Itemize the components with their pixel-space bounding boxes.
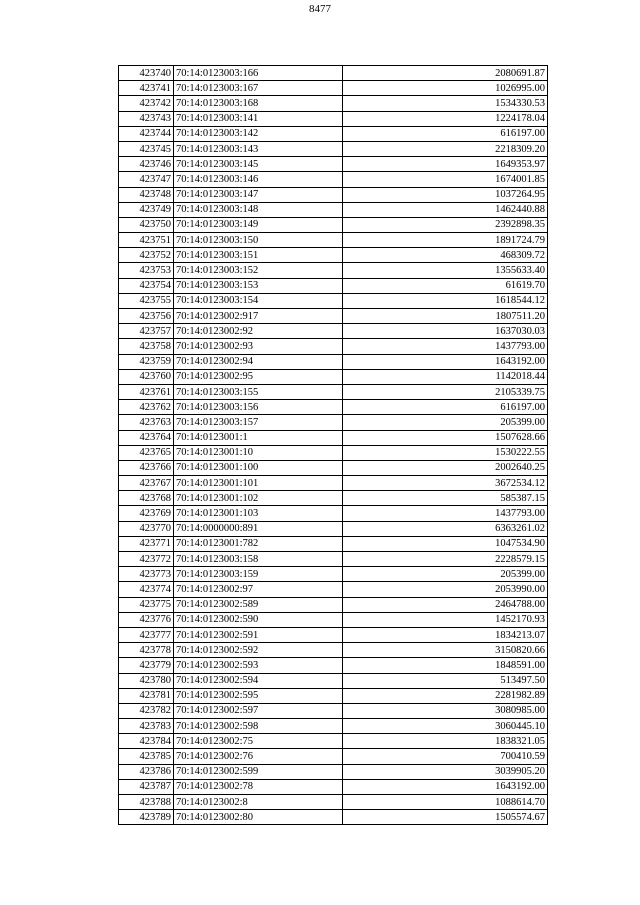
cadastral-value-cell: 1088614.70 <box>343 795 548 810</box>
table-row <box>119 582 548 597</box>
cadastral-number-cell: 70:14:0123003:157 <box>174 415 343 430</box>
cadastral-number-cell: 70:14:0123002:8 <box>174 795 343 810</box>
cadastral-value-cell: 2080691.87 <box>343 66 548 81</box>
table-row <box>119 309 548 324</box>
row-number-cell: 423741 <box>119 81 174 96</box>
cadastral-number-cell: 70:14:0123003:155 <box>174 384 343 399</box>
row-number-cell: 423786 <box>119 764 174 779</box>
table-row <box>119 643 548 658</box>
row-number-cell: 423788 <box>119 795 174 810</box>
cadastral-value-cell: 1355633.40 <box>343 263 548 278</box>
cadastral-number-cell: 70:14:0123003:141 <box>174 111 343 126</box>
row-number-cell: 423777 <box>119 627 174 642</box>
row-number-cell: 423751 <box>119 233 174 248</box>
cadastral-value-cell: 2105339.75 <box>343 384 548 399</box>
table-row <box>119 111 548 126</box>
cadastral-number-cell: 70:14:0123001:101 <box>174 476 343 491</box>
table-row <box>119 734 548 749</box>
row-number-cell: 423780 <box>119 673 174 688</box>
row-number-cell: 423772 <box>119 552 174 567</box>
cadastral-number-cell: 70:14:0123001:103 <box>174 506 343 521</box>
table-row <box>119 66 548 81</box>
table-row <box>119 248 548 263</box>
table-row <box>119 400 548 415</box>
cadastral-value-cell: 1643192.00 <box>343 354 548 369</box>
table-row <box>119 703 548 718</box>
cadastral-value-cell: 2281982.89 <box>343 688 548 703</box>
cadastral-value-cell: 205399.00 <box>343 567 548 582</box>
row-number-cell: 423789 <box>119 810 174 825</box>
cadastral-number-cell: 70:14:0123003:142 <box>174 126 343 141</box>
cadastral-number-cell: 70:14:0123002:597 <box>174 703 343 718</box>
table-row <box>119 597 548 612</box>
table-row <box>119 202 548 217</box>
cadastral-value-cell: 1437793.00 <box>343 339 548 354</box>
cadastral-value-cell: 1637030.03 <box>343 324 548 339</box>
cadastral-value-cell: 1848591.00 <box>343 658 548 673</box>
cadastral-value-cell: 1047534.90 <box>343 536 548 551</box>
table-row <box>119 384 548 399</box>
cadastral-number-cell: 70:14:0123003:158 <box>174 552 343 567</box>
row-number-cell: 423742 <box>119 96 174 111</box>
cadastral-number-cell: 70:14:0123002:591 <box>174 627 343 642</box>
cadastral-number-cell: 70:14:0123002:590 <box>174 612 343 627</box>
table-row <box>119 658 548 673</box>
cadastral-value-cell: 1507628.66 <box>343 430 548 445</box>
cadastral-number-cell: 70:14:0123002:589 <box>174 597 343 612</box>
cadastral-number-cell: 70:14:0123002:593 <box>174 658 343 673</box>
cadastral-number-cell: 70:14:0123003:149 <box>174 217 343 232</box>
cadastral-number-cell: 70:14:0123003:166 <box>174 66 343 81</box>
table-row <box>119 536 548 551</box>
cadastral-number-cell: 70:14:0123003:152 <box>174 263 343 278</box>
row-number-cell: 423744 <box>119 126 174 141</box>
cadastral-number-cell: 70:14:0123002:594 <box>174 673 343 688</box>
table-row <box>119 430 548 445</box>
cadastral-number-cell: 70:14:0123002:94 <box>174 354 343 369</box>
cadastral-number-cell: 70:14:0123001:100 <box>174 460 343 475</box>
cadastral-value-cell: 1891724.79 <box>343 233 548 248</box>
row-number-cell: 423753 <box>119 263 174 278</box>
cadastral-value-cell: 3039905.20 <box>343 764 548 779</box>
table-row <box>119 779 548 794</box>
row-number-cell: 423776 <box>119 612 174 627</box>
table-row <box>119 764 548 779</box>
row-number-cell: 423752 <box>119 248 174 263</box>
cadastral-value-cell: 1437793.00 <box>343 506 548 521</box>
cadastral-value-cell: 205399.00 <box>343 415 548 430</box>
cadastral-value-cell: 6363261.02 <box>343 521 548 536</box>
table-row <box>119 324 548 339</box>
cadastral-number-cell: 70:14:0123001:782 <box>174 536 343 551</box>
table-row <box>119 719 548 734</box>
row-number-cell: 423757 <box>119 324 174 339</box>
table-row <box>119 141 548 156</box>
cadastral-number-cell: 70:14:0123002:78 <box>174 779 343 794</box>
cadastral-number-cell: 70:14:0123003:151 <box>174 248 343 263</box>
row-number-cell: 423787 <box>119 779 174 794</box>
cadastral-value-cell: 1530222.55 <box>343 445 548 460</box>
row-number-cell: 423758 <box>119 339 174 354</box>
cadastral-number-cell: 70:14:0123003:167 <box>174 81 343 96</box>
cadastral-number-cell: 70:14:0123003:145 <box>174 157 343 172</box>
table-row <box>119 293 548 308</box>
cadastral-number-cell: 70:14:0123001:10 <box>174 445 343 460</box>
cadastral-value-cell: 2228579.15 <box>343 552 548 567</box>
row-number-cell: 423768 <box>119 491 174 506</box>
cadastral-value-cell: 1224178.04 <box>343 111 548 126</box>
cadastral-number-cell: 70:14:0123002:917 <box>174 309 343 324</box>
table-row <box>119 506 548 521</box>
cadastral-value-cell: 1643192.00 <box>343 779 548 794</box>
cadastral-value-cell: 1674001.85 <box>343 172 548 187</box>
cadastral-number-cell: 70:14:0123003:168 <box>174 96 343 111</box>
table-row <box>119 217 548 232</box>
cadastral-value-cell: 1807511.20 <box>343 309 548 324</box>
cadastral-value-cell: 1037264.95 <box>343 187 548 202</box>
cadastral-value-cell: 585387.15 <box>343 491 548 506</box>
row-number-cell: 423774 <box>119 582 174 597</box>
row-number-cell: 423779 <box>119 658 174 673</box>
cadastral-value-cell: 3080985.00 <box>343 703 548 718</box>
cadastral-value-cell: 468309.72 <box>343 248 548 263</box>
table-body <box>119 66 548 825</box>
cadastral-value-cell: 1452170.93 <box>343 612 548 627</box>
page-number: 8477 <box>309 3 331 15</box>
row-number-cell: 423778 <box>119 643 174 658</box>
table-row <box>119 476 548 491</box>
row-number-cell: 423783 <box>119 719 174 734</box>
row-number-cell: 423764 <box>119 430 174 445</box>
table-row <box>119 810 548 825</box>
cadastral-value-cell: 3060445.10 <box>343 719 548 734</box>
table-row <box>119 126 548 141</box>
row-number-cell: 423773 <box>119 567 174 582</box>
table-row <box>119 627 548 642</box>
table-row <box>119 233 548 248</box>
cadastral-number-cell: 70:14:0123002:95 <box>174 369 343 384</box>
table-row <box>119 263 548 278</box>
cadastral-number-cell: 70:14:0123002:599 <box>174 764 343 779</box>
cadastral-number-cell: 70:14:0123002:76 <box>174 749 343 764</box>
row-number-cell: 423747 <box>119 172 174 187</box>
cadastral-value-cell: 2392898.35 <box>343 217 548 232</box>
cadastral-value-cell: 2464788.00 <box>343 597 548 612</box>
row-number-cell: 423750 <box>119 217 174 232</box>
row-number-cell: 423767 <box>119 476 174 491</box>
row-number-cell: 423756 <box>119 309 174 324</box>
cadastral-number-cell: 70:14:0123003:147 <box>174 187 343 202</box>
table-row <box>119 795 548 810</box>
cadastral-number-cell: 70:14:0123001:102 <box>174 491 343 506</box>
cadastral-number-cell: 70:14:0123003:153 <box>174 278 343 293</box>
cadastral-number-cell: 70:14:0123003:143 <box>174 141 343 156</box>
table-row <box>119 187 548 202</box>
table-row <box>119 521 548 536</box>
cadastral-value-cell: 61619.70 <box>343 278 548 293</box>
cadastral-number-cell: 70:14:0123003:154 <box>174 293 343 308</box>
cadastral-number-cell: 70:14:0123003:159 <box>174 567 343 582</box>
cadastral-number-cell: 70:14:0123002:80 <box>174 810 343 825</box>
cadastral-value-cell: 513497.50 <box>343 673 548 688</box>
row-number-cell: 423745 <box>119 141 174 156</box>
cadastral-value-cell: 1026995.00 <box>343 81 548 96</box>
cadastral-value-cell: 2002640.25 <box>343 460 548 475</box>
cadastral-value-cell: 1838321.05 <box>343 734 548 749</box>
cadastral-number-cell: 70:14:0123002:592 <box>174 643 343 658</box>
cadastral-number-cell: 70:14:0123002:598 <box>174 719 343 734</box>
cadastral-number-cell: 70:14:0123003:156 <box>174 400 343 415</box>
table-row <box>119 552 548 567</box>
table-row <box>119 688 548 703</box>
row-number-cell: 423763 <box>119 415 174 430</box>
row-number-cell: 423760 <box>119 369 174 384</box>
row-number-cell: 423781 <box>119 688 174 703</box>
row-number-cell: 423749 <box>119 202 174 217</box>
row-number-cell: 423755 <box>119 293 174 308</box>
row-number-cell: 423775 <box>119 597 174 612</box>
cadastral-value-cell: 1834213.07 <box>343 627 548 642</box>
row-number-cell: 423769 <box>119 506 174 521</box>
table-row <box>119 415 548 430</box>
cadastral-number-cell: 70:14:0123003:148 <box>174 202 343 217</box>
table-row <box>119 157 548 172</box>
cadastral-value-cell: 3672534.12 <box>343 476 548 491</box>
row-number-cell: 423754 <box>119 278 174 293</box>
row-number-cell: 423782 <box>119 703 174 718</box>
cadastral-value-cell: 1462440.88 <box>343 202 548 217</box>
table-row <box>119 612 548 627</box>
row-number-cell: 423746 <box>119 157 174 172</box>
cadastral-value-cell: 1649353.97 <box>343 157 548 172</box>
table-row <box>119 491 548 506</box>
row-number-cell: 423770 <box>119 521 174 536</box>
table-row <box>119 369 548 384</box>
table-row <box>119 354 548 369</box>
table-row <box>119 445 548 460</box>
cadastral-value-table <box>118 65 548 825</box>
cadastral-value-cell: 3150820.66 <box>343 643 548 658</box>
table-row <box>119 460 548 475</box>
row-number-cell: 423766 <box>119 460 174 475</box>
row-number-cell: 423759 <box>119 354 174 369</box>
table-row <box>119 81 548 96</box>
row-number-cell: 423740 <box>119 66 174 81</box>
cadastral-number-cell: 70:14:0123002:92 <box>174 324 343 339</box>
row-number-cell: 423748 <box>119 187 174 202</box>
table-row <box>119 339 548 354</box>
cadastral-value-cell: 1142018.44 <box>343 369 548 384</box>
cadastral-number-cell: 70:14:0123003:146 <box>174 172 343 187</box>
cadastral-value-cell: 2218309.20 <box>343 141 548 156</box>
row-number-cell: 423765 <box>119 445 174 460</box>
cadastral-number-cell: 70:14:0123002:595 <box>174 688 343 703</box>
table-row <box>119 749 548 764</box>
cadastral-value-cell: 1618544.12 <box>343 293 548 308</box>
cadastral-number-cell: 70:14:0123003:150 <box>174 233 343 248</box>
row-number-cell: 423761 <box>119 384 174 399</box>
row-number-cell: 423771 <box>119 536 174 551</box>
cadastral-number-cell: 70:14:0123002:75 <box>174 734 343 749</box>
cadastral-value-cell: 2053990.00 <box>343 582 548 597</box>
row-number-cell: 423762 <box>119 400 174 415</box>
cadastral-number-cell: 70:14:0000000:891 <box>174 521 343 536</box>
table-row <box>119 673 548 688</box>
cadastral-number-cell: 70:14:0123001:1 <box>174 430 343 445</box>
table-row <box>119 96 548 111</box>
row-number-cell: 423743 <box>119 111 174 126</box>
cadastral-value-cell: 616197.00 <box>343 126 548 141</box>
cadastral-number-cell: 70:14:0123002:97 <box>174 582 343 597</box>
table-row <box>119 278 548 293</box>
cadastral-value-cell: 1505574.67 <box>343 810 548 825</box>
row-number-cell: 423784 <box>119 734 174 749</box>
cadastral-number-cell: 70:14:0123002:93 <box>174 339 343 354</box>
cadastral-value-cell: 616197.00 <box>343 400 548 415</box>
row-number-cell: 423785 <box>119 749 174 764</box>
table-row <box>119 567 548 582</box>
cadastral-value-cell: 1534330.53 <box>343 96 548 111</box>
cadastral-value-cell: 700410.59 <box>343 749 548 764</box>
table-row <box>119 172 548 187</box>
